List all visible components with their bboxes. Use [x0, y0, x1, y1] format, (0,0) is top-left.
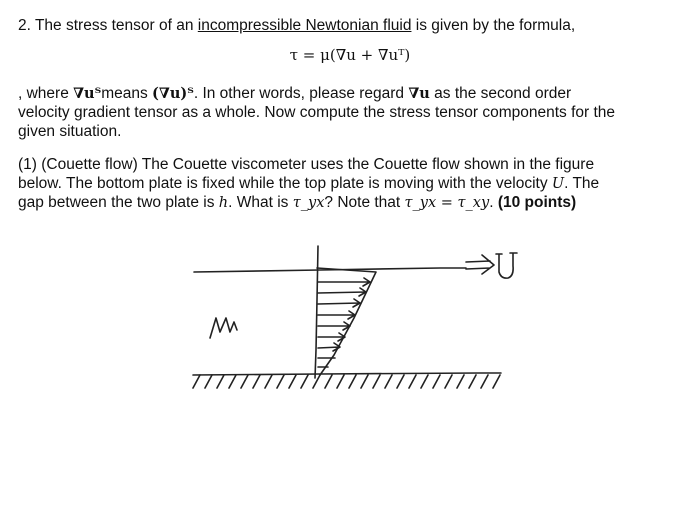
stress-formula: τ = μ(∇u + ∇uᵀ) — [289, 46, 411, 64]
profile-arrows — [318, 278, 370, 367]
problem-text-line-3: given situation. — [18, 123, 122, 140]
velocity-arrow-icon — [466, 255, 494, 274]
wall-hatching — [193, 375, 500, 388]
bottom-plate-line — [193, 373, 501, 375]
part1-line-3: gap between the two plate is h. What is τ_yx? Note that τ_yx = τ_xy. (10 points) — [18, 194, 577, 211]
part1-line-2: below. The bottom plate is fixed while the top plate is moving with the velocity U. The — [18, 175, 600, 192]
viscosity-symbol-mu — [210, 318, 237, 338]
part1-line-1: (1) (Couette flow) The Couette viscometer uses the Couette flow shown in the figure — [18, 156, 595, 173]
problem-intro: 2. The stress tensor of an incompressible Newtonian fluid is given by the formula, — [18, 17, 576, 34]
velocity-symbol-u — [496, 253, 517, 278]
underlined-term: incompressible Newtonian fluid — [197, 17, 412, 34]
problem-text-line-2: velocity gradient tensor as a whole. Now compute the stress tensor components for the — [18, 104, 616, 121]
points-label: (10 points) — [497, 194, 577, 211]
problem-text-line-1: , where ∇uᵀmeans (∇u)ᵀ. In other words, please regard ∇u as the second order — [18, 85, 572, 102]
